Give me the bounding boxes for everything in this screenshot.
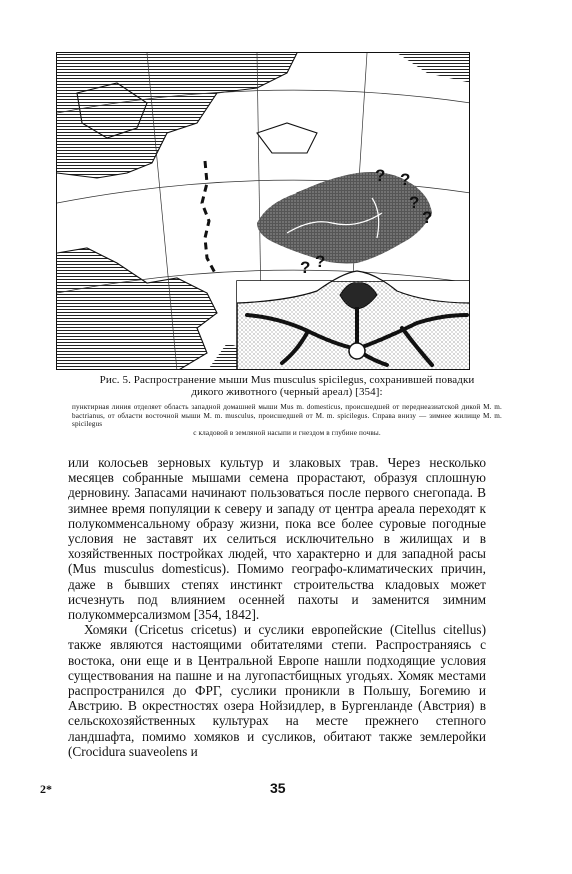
distribution-map	[56, 52, 470, 370]
signature-mark: 2*	[40, 782, 52, 796]
map-drawing	[57, 53, 470, 370]
question-mark: ?	[400, 170, 411, 189]
burrow-inset	[237, 271, 470, 370]
figure-caption-title	[72, 374, 502, 398]
paragraph: Хомяки (Cricetus cricetus) и суслики европейские (Citellus citellus) также являются настоящими обитателями степи. Распространяясь с востока, они еще и в Центральной Европе нашли подходящие условия существования на пашне и на лугопастбищных угодьях. Хомяк местами распространился до ФРГ, суслики проникли в Польшу, Богемию и Австрию. В окрестностях озера Нойзидлер, в Бургенланде (Австрия) в сельскохозяйственных культурах на месте прежнего степного ландшафта, помимо хомяков и сусликов, обитают также землеройки (Crocidura suaveolens и	[68, 622, 486, 759]
question-mark: ?	[300, 258, 311, 277]
caption-body-text: с кладовой в земляной насыпи и гнездом в глубине почвы.	[193, 428, 381, 437]
question-mark: ?	[422, 208, 433, 227]
boundary-line	[202, 161, 215, 273]
question-mark: ?	[409, 193, 420, 212]
caption-body-text: пунктирная линия отделяет область западной домашней мыши Mus m. domesticus, происшедшей от переднеазиатской дикой M. m. bactrianus, от области восточной мыши M. m. musculus, происшедшей от M. m. spicilegus. Справа внизу — зимнее жилище M. m. spicilegus	[72, 403, 502, 428]
caption-title-line: дикого животного (черный ареал) [354]:	[191, 386, 383, 398]
caption-title-line: Рис. 5. Распространение мыши Mus musculus spicilegus, сохранившей повадки	[99, 374, 475, 386]
body-text	[68, 455, 486, 759]
page-number: 35	[270, 780, 286, 796]
question-mark: ?	[315, 252, 326, 271]
paragraph: или колосьев зерновых культур и злаковых трав. Через несколько месяцев собранные мышами семена прорастают, образуя сплошную дерновину. Запасами начинают пользоваться после первого снегопада. В зимнее время популяции к северу и западу от центра ареала переходят к полукомменсальному образу жизни, пока все более суровые погодные условия не заставят их селиться исключительно в жилищах и в хозяйственных постройках людей, что характерно и для западной расы (Mus musculus domesticus). Помимо географо-климатических причин, даже в бывших степях инстинкт строительства кладовых может исчезнуть под влиянием осенней пахоты и заменится зимним полукоммерсализмом [354, 1842].	[68, 455, 486, 623]
figure-caption-body	[72, 403, 502, 437]
question-mark: ?	[375, 166, 386, 185]
